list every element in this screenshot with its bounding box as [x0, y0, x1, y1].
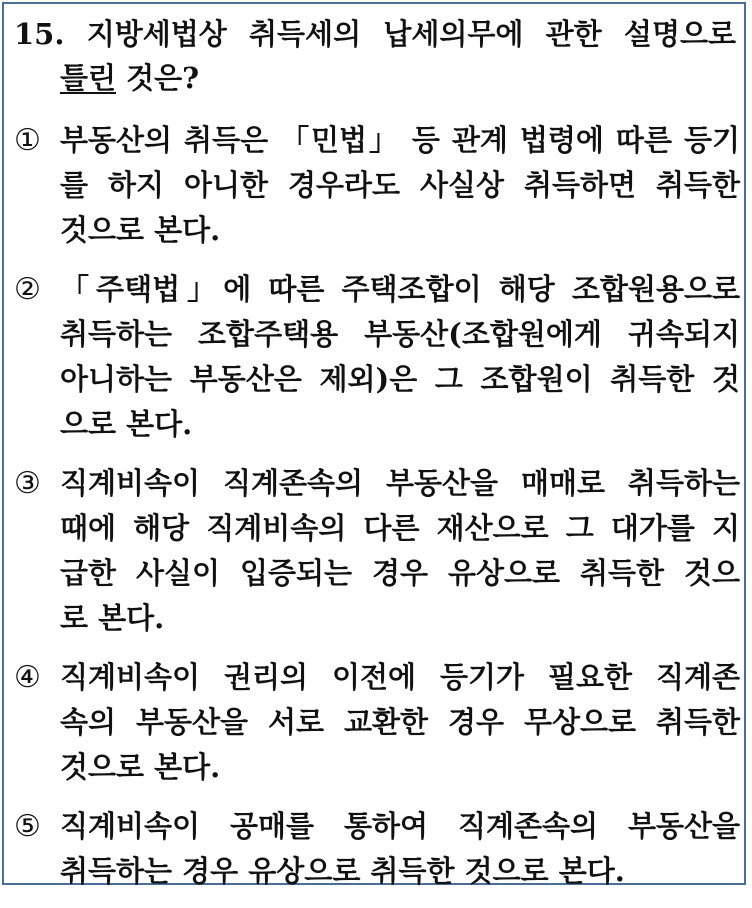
option-marker: ④	[14, 660, 41, 695]
option-text-line: 를 하지 아니한 경우라도 사실상 취득하면 취득한	[60, 168, 740, 202]
question-text-line2: 것은?	[116, 61, 200, 95]
option-text-line: 아니하는 부동산은 제외)은 그 조합원이 취득한 것	[60, 362, 740, 396]
question-stem	[14, 12, 736, 100]
question-line-1	[14, 12, 736, 56]
question-emphasis: 틀린	[60, 61, 117, 95]
option-text-line: 취득하는 조합주택용 부동산(조합원에게 귀속되지	[60, 317, 740, 351]
option-text-line: 취득하는 경우 유상으로 취득한 것으로 본다.	[60, 854, 625, 888]
option-marker: ⑤	[14, 809, 41, 844]
option-text-line: 속의 부동산을 서로 교환한 경우 무상으로 취득한	[60, 705, 740, 739]
option-marker: ②	[14, 272, 41, 307]
option-text-line: 로 본다.	[60, 601, 165, 635]
answer-option-3[interactable]	[14, 461, 740, 641]
option-text-line: 직계비속이 공매를 통하여 직계존속의 부동산을	[60, 809, 740, 843]
option-text-line: 직계비속이 직계존속의 부동산을 매매로 취득하는	[60, 466, 740, 500]
option-text-line: 으로 본다.	[60, 407, 193, 441]
option-text-line: 직계비속이 권리의 이전에 등기가 필요한 직계존	[60, 660, 740, 694]
question-number: 15.	[14, 17, 65, 51]
answer-option-5[interactable]	[14, 804, 740, 894]
answer-option-2[interactable]	[14, 267, 740, 447]
answer-option-1[interactable]	[14, 118, 740, 253]
answer-option-4[interactable]	[14, 655, 740, 790]
option-marker: ①	[14, 123, 41, 158]
question-text-line1: 지방세법상 취득세의 납세의무에 관한 설명으로	[86, 17, 736, 51]
option-text-line: 것으로 본다.	[60, 750, 221, 784]
option-text-line: 것으로 본다.	[60, 213, 221, 247]
option-text-line: 「주택법」에 따른 주택조합이 해당 조합원용으로	[60, 272, 740, 306]
question-line-2	[14, 56, 736, 100]
option-text-line: 급한 사실이 입증되는 경우 유상으로 취득한 것으	[60, 556, 740, 590]
option-marker: ③	[14, 466, 41, 501]
option-text-line: 부동산의 취득은 「민법」 등 관계 법령에 따른 등기	[60, 123, 740, 157]
option-text-line: 때에 해당 직계비속의 다른 재산으로 그 대가를 지	[60, 511, 740, 545]
answer-options	[14, 118, 740, 908]
